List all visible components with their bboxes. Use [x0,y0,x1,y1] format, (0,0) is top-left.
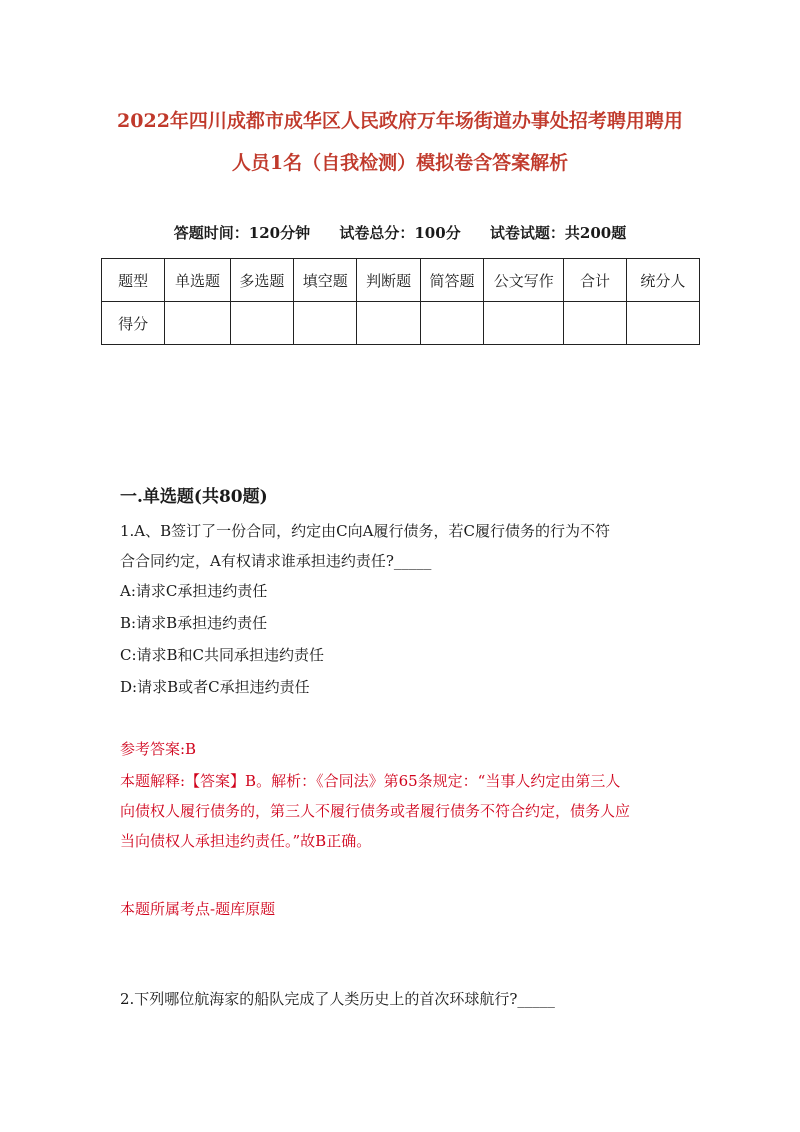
score-cell [230,302,293,345]
question-1-option-a: A:请求C承担违约责任 [120,582,268,600]
explanation-line: 本题解释:【答案】B。解析：《合同法》第65条规定：“当事人约定由第三人 [120,772,621,790]
exam-meta [0,222,800,243]
question-1-explanation [120,766,690,856]
explanation-line: 当向债权人承担违约责任。”故B正确。 [120,832,372,850]
score-header-cell: 统分人 [626,259,699,302]
question-2-stem: 2.下列哪位航海家的船队完成了人类历史上的首次环球航行?_____ [120,990,555,1008]
score-header-cell: 题型 [102,259,165,302]
score-cell [626,302,699,345]
section-heading: 一.单选题(共80题) [120,487,268,507]
score-cell [165,302,230,345]
question-1-option-d: D:请求B或者C承担违约责任 [120,678,310,696]
question-1-option-c: C:请求B和C共同承担违约责任 [120,646,325,664]
score-header-cell: 公文写作 [484,259,564,302]
explanation-line: 向债权人履行债务的，第三人不履行债务或者履行债务不符合约定，债务人应 [120,802,631,820]
score-header-cell: 判断题 [357,259,420,302]
score-cell [294,302,357,345]
score-cell [420,302,483,345]
score-cell [357,302,420,345]
score-header-cell: 合计 [564,259,626,302]
question-1-option-b: B:请求B承担违约责任 [120,614,268,632]
question-1-stem [120,516,680,576]
exam-title-line2: 人员1名（自我检测）模拟卷含答案解析 [231,152,569,174]
score-header-cell: 简答题 [420,259,483,302]
score-cell [484,302,564,345]
score-table [101,258,700,345]
exam-total-score: 试卷总分：100分 [339,224,461,242]
score-table-header-row [102,259,700,302]
question-1-answer: 参考答案:B [120,740,197,758]
score-table-score-row [102,302,700,345]
question-1-line2: 合合同约定，A有权请求谁承担违约责任?_____ [120,552,432,570]
score-header-cell: 填空题 [294,259,357,302]
exam-title-line1: 2022年四川成都市成华区人民政府万年场街道办事处招考聘用聘用 [117,110,683,132]
score-header-cell: 多选题 [230,259,293,302]
score-cell [564,302,626,345]
question-1-knowledge-point: 本题所属考点-题库原题 [120,900,276,918]
question-1-line1: 1.A、B签订了一份合同，约定由C向A履行债务，若C履行债务的行为不符 [120,522,610,540]
exam-question-count: 试卷试题：共200题 [489,224,627,242]
score-header-cell: 单选题 [165,259,230,302]
score-row-label: 得分 [102,302,165,345]
exam-time: 答题时间：120分钟 [173,224,311,242]
